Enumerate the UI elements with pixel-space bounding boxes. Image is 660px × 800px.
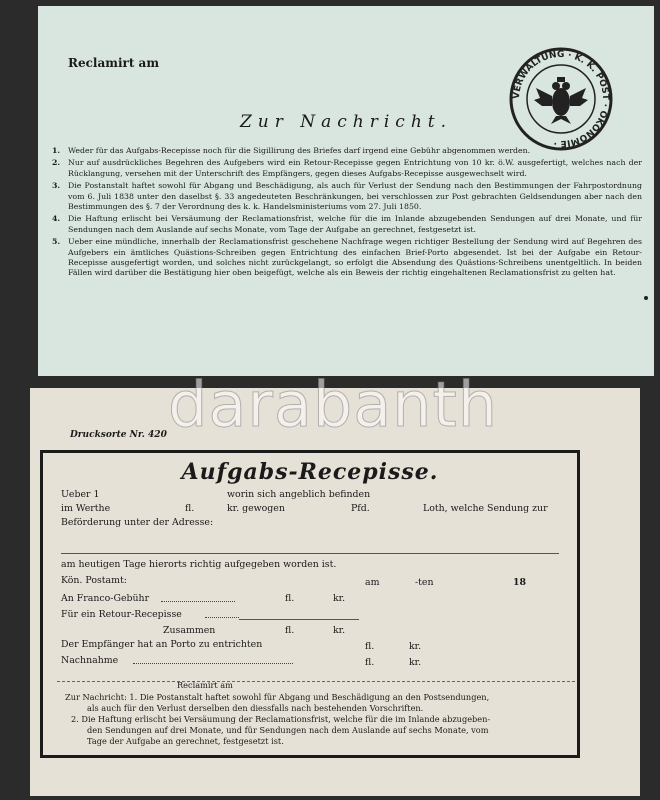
nachnahme-kr: kr. [409,657,422,668]
dotted-leader [133,663,293,664]
rule [239,619,359,620]
ten-label: -ten [415,577,434,588]
kr-gewogen-label: kr. gewogen [227,503,285,514]
zusammen-kr: kr. [333,625,346,636]
receipt-frame [40,450,580,758]
zur-nachricht-heading: Zur Nachricht. [239,112,453,132]
form-number: Drucksorte Nr. 420 [70,430,167,440]
dotted-leader [205,617,239,618]
year-label: 18 [513,577,527,588]
watermark-logo: darabanth [168,368,499,441]
werthe-label: im Werthe [61,503,111,514]
loth-label: Loth, welche Sendung zur [423,503,548,514]
pfd-label: Pfd. [351,503,370,514]
franco-label: An Franco-Gebühr [61,593,150,604]
porto-label: Der Empfänger hat an Porto zu entrichten [61,639,263,650]
retour-label: Für ein Retour-Recepisse [61,609,182,620]
franco-kr: kr. [333,593,346,604]
ink-dot [644,296,648,300]
postamt-label: Kön. Postamt: [61,575,127,586]
zusammen-label: Zusammen [163,625,216,636]
reclamirt-label: Reclamirt am [68,56,160,70]
notes-list [52,146,642,281]
post-seal-stamp [506,44,616,154]
note-text: Die Postanstalt haftet sowohl für Abgang und Beschädigung, als auch für Verlust der Sendung nach den Bestimmungen der Fahrpostordnung vom 6. Juli 1838 unter den daselbst §. 33 angedeuteten Beschränkungen, bei verschlossen zur Post gebrachten Geldsendungen aber nach den Bestimmungen des §. 7 der Verordnung des k. k. Handelsministeriums vom 27. Juli 1850. [68,181,642,212]
note-text: Weder für das Aufgabs-Recepisse noch für die Sigillirung des Briefes darf irgend eine Gebühr abgenommen werden. [68,146,531,155]
zusammen-fl: fl. [285,625,295,636]
top-document [38,6,654,376]
note-text: Ueber eine mündliche, innerhalb der Reclamationsfrist geschehene Nachfrage wegen richtiger Bestellung der Sendung wird auf Begehren des Aufgebers ein ämtliches Quästions-Schreiben gegen Entrichtung des einfachen Brief-Porto abgesendet. Ist bei der Aufgabe ein Retour-Recepisse ausgefertigt worden, und solches nicht zurückgelangt, so erfolgt die Absendung des Quästions-Schreibens unentgeltlich. In beiden Fällen wird darüber die Bestätigung hier oben beigefügt, welche als ein Beweis der richtig eingehaltenen Reclamationsfrist zu gelten hat. [68,237,642,278]
note-number: 5. [52,237,61,247]
adresse-label: Beförderung unter der Adresse: [61,517,214,528]
note-text: Die Haftung erlischt bei Versäumung der Reclamationsfrist, welche für die im Inlande abzugebenden Sendungen auf drei Monate, und für Sendungen nach dem Auslande auf sechs Monate, vom Tage der Aufgabe an gerechnet, festgesetzt ist. [68,214,642,234]
aufgegeben-label: am heutigen Tage hierorts richtig aufgegeben worden ist. [61,559,337,570]
footer-line: Zur Nachricht: 1. Die Postanstalt haftet sowohl für Abgang und Beschädigung an den Postsendungen, [65,692,490,702]
footer-line: als auch für den Verlust derselben den diessfalls nach bestehenden Vorschriften. [87,703,424,713]
note-item [52,237,642,279]
note-item [52,181,642,212]
footer-notes [57,681,575,752]
note-item [52,158,642,179]
note-number: 3. [52,181,61,191]
note-number: 4. [52,214,61,224]
footer-line: den Sendungen auf drei Monate, und für Sendungen nach dem Auslande auf sechs Monate, vom [87,725,489,735]
fl-label: fl. [185,503,195,514]
am-label: am [365,577,380,588]
porto-kr: kr. [409,641,422,652]
franco-fl: fl. [285,593,295,604]
rule [61,553,559,554]
note-number: 1. [52,146,61,155]
dotted-leader [161,601,235,602]
bottom-document [30,388,640,796]
note-text: Nur auf ausdrückliches Begehren des Aufgebers wird ein Retour-Recepisse gegen Entrichtung von 10 kr. ö.W. ausgefertigt, welches nach der Rücklangung, versehen mit der Unterschrift des Empfängers, gegen dieses Aufgabs-Recepisse ausgewechselt wird. [68,158,642,178]
receipt-title: Aufgabs-Recepisse. [181,459,439,485]
footer-line: 2. Die Haftung erlischt bei Versäumung der Reclamationsfrist, welche für die im Inlande abzugeben- [71,714,491,724]
ueber-label: Ueber 1 [61,489,100,500]
note-item [52,214,642,235]
nachnahme-fl: fl. [365,657,375,668]
nachnahme-label: Nachnahme [61,655,119,666]
footer-reclamirt: Reclamirt am [177,680,233,690]
svg-text:VERWALTUNG · K. K. POST · ÖKON: VERWALTUNG · K. K. POST · ÖKONOMIE · [511,49,611,149]
footer-line: Tage der Aufgabe an gerechnet, festgesetzt ist. [87,736,284,746]
contents-label: worin sich angeblich befinden [227,489,371,500]
porto-fl: fl. [365,641,375,652]
note-item [52,146,642,156]
note-number: 2. [52,158,61,168]
